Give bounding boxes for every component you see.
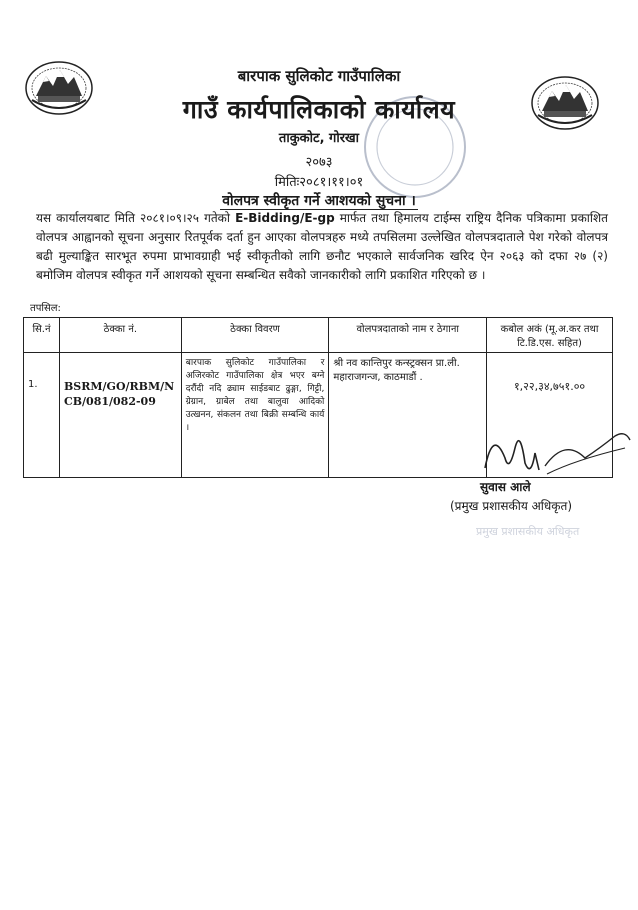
notice-body-start: यस कार्यालयबाट मिति २०८१।०९।२५ गतेको bbox=[36, 211, 236, 225]
column-header-amount: कबोल अकं (मू.अ.कर तथा टि.डि.एस. सहित) bbox=[487, 318, 613, 353]
column-header-description: ठेक्का विवरण bbox=[181, 318, 329, 353]
issue-date: मितिः२०८१।११।०१ bbox=[274, 175, 364, 190]
official-name: सुवास आले bbox=[480, 480, 531, 494]
column-header-bidder: वोलपत्रदाताको नाम र ठेगाना bbox=[329, 318, 487, 353]
watermark-post: प्रमुख प्रशासकीय अधिकृत bbox=[476, 525, 580, 538]
notice-body bbox=[36, 209, 608, 285]
official-post: (प्रमुख प्रशासकीय अधिकृत) bbox=[450, 499, 573, 513]
office-name: बारपाक सुलिकोट गाउँपालिका bbox=[237, 67, 401, 85]
notice-heading bbox=[0, 191, 638, 210]
table-header-row bbox=[24, 318, 613, 353]
cell-sn: 1. bbox=[24, 353, 60, 478]
notice-heading-text: वोलपत्र स्वीकृत गर्ने आशयको सुचना । bbox=[222, 193, 416, 209]
office-title: गाउँ कार्यपालिकाको कार्यालय bbox=[182, 95, 456, 124]
column-header-sn: सि.नं bbox=[24, 318, 60, 353]
office-code: २०७३ bbox=[305, 155, 333, 170]
column-header-contract-no: ठेक्का नं. bbox=[59, 318, 181, 353]
cell-amount: १,२२,३४,७५१.०० bbox=[487, 353, 613, 478]
cell-bidder: श्री नव कान्तिपुर कन्स्ट्रक्सन प्रा.ली. महाराजगन्ज, काठमाडौं . bbox=[329, 353, 487, 478]
schedule-label: तपसिल: bbox=[30, 303, 61, 314]
notice-body-ebidding: E-Bidding/E-gp bbox=[235, 211, 335, 225]
cell-description: बारपाक सुलिकोट गाउँपालिका र अजिरकोट गाउँपालिका क्षेत्र भएर बग्ने दरौंदी नदि ढ्याम साईडबाट ढुङ्गा, गिट्टी, ग्रेग्रान, ग्राबेल तथा बालुवा आदिको उत्खनन, संकलन तथा बिक्री सम्बन्धि कार्य । bbox=[181, 353, 329, 478]
cell-contract-no: BSRM/GO/RBM/NCB/081/082-09 bbox=[59, 353, 181, 478]
office-address: ताकुकोट, गोरखा bbox=[278, 131, 360, 146]
notice-body-rest: मार्फत तथा हिमालय टाईम्स राष्ट्रिय दैनिक पत्रिकामा प्रकाशित वोलपत्र आह्वानको सूचना अनुसार रितपूर्वक दर्ता हुन आएका वोलपत्रहरु मध्ये तपसिलमा उल्लेखित वोलपत्रदाताले पेश गरेको वोलपत्र बढी मुल्याङ्कित सारभूत रुपमा प्राभावग्राही भई स्वीकृतीको लागि छनौट भएकाले सार्वजनिक खरिद ऐन २०६३ को दफा २७ (२) बमोजिम वोलपत्र स्वीकृत गर्ने आशयको सूचना सम्बन्धित सवैको जानकारीको लागि प्रकाशित गरिएको छ । bbox=[36, 211, 608, 282]
